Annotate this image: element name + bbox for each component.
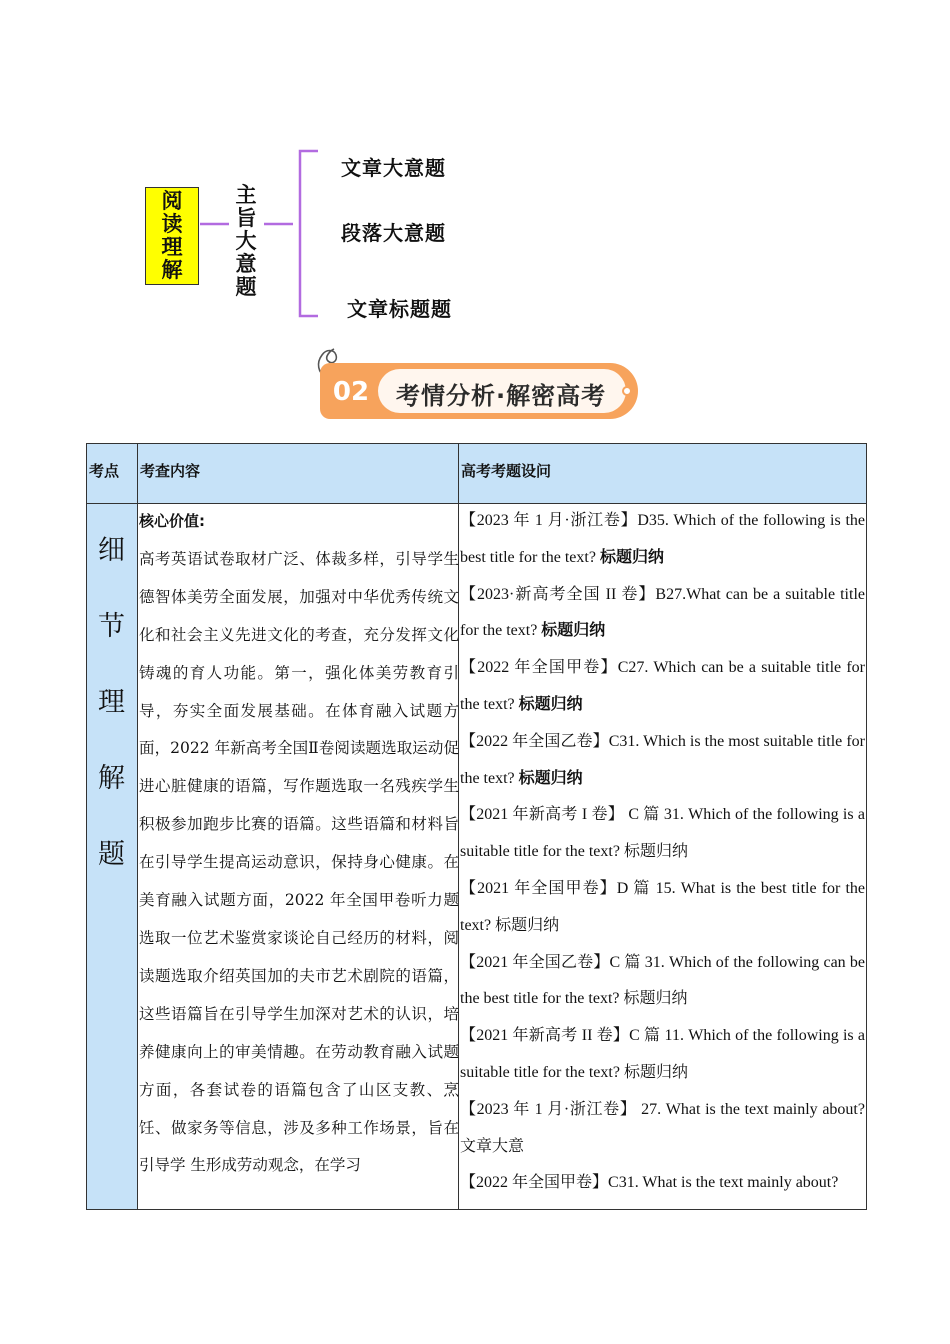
mindmap-root-box bbox=[145, 187, 199, 285]
table-col-divider-1 bbox=[137, 443, 138, 1210]
question-tag: 标题归纳 bbox=[518, 769, 583, 787]
question-tag: 标题归纳 bbox=[518, 695, 583, 713]
header-content: 考查内容 bbox=[140, 462, 201, 480]
mindmap-leaf-2: 段落大意题 bbox=[341, 221, 446, 245]
question-item bbox=[460, 577, 865, 651]
question-item bbox=[460, 724, 865, 798]
question-text: C 篇 11. Which of the following is a suitable title for the text? bbox=[460, 1027, 865, 1081]
question-tag: 标题归纳 bbox=[541, 622, 606, 640]
section-banner bbox=[312, 343, 642, 423]
content-text: 高考英语试卷取材广泛、体裁多样，引导学生德智体美劳全面发展，加强对中华优秀传统文化和社会主义先进文化的考查，充分发挥文化铸魂的育人功能。第一，强化体美劳教育引导，夯实全面发展基础。在体育融入试题方面，2022 年新高考全国Ⅱ卷阅读题选取运动促进心脏健康的语篇，写作题选取一名残疾学生积极参加跑步比赛的语篇。这些语篇和材料旨在引导学生提高运动意识，保持身心健康。在美育融入试题方面，2022 年全国甲卷听力题选取一位艺术鉴赏家谈论自己经历的材料，阅读题选取介绍英国加的夫市艺术剧院的语篇，这些语篇旨在引导学生加深对艺术的认识，培养健康向上的审美情趣。在劳动教育融入试题方面，各套试卷的语篇包含了山区支教、烹饪、做家务等信息，涉及多种工作场景，旨在引导学 生形成劳动观念，在学习 bbox=[139, 549, 459, 1175]
question-source: 【2022 年全国甲卷】 bbox=[460, 659, 618, 677]
question-item bbox=[460, 797, 865, 871]
mindmap-connectors bbox=[0, 0, 950, 340]
banner-title: 考情分析·解密高考 bbox=[396, 382, 607, 410]
question-item bbox=[460, 650, 865, 724]
question-source: 【2021 年新高考 II 卷】 bbox=[460, 1027, 630, 1045]
question-source: 【2021 年全国甲卷】 bbox=[460, 879, 617, 897]
kaodian-char: 题 bbox=[98, 839, 125, 870]
content-label: 核心价值: bbox=[139, 512, 205, 530]
banner-dot-icon bbox=[622, 386, 632, 396]
header-kaodian: 考点 bbox=[89, 462, 120, 480]
banner-number: 02 bbox=[332, 377, 370, 407]
question-item bbox=[460, 1018, 865, 1092]
question-tag: 标题归纳 bbox=[623, 843, 688, 861]
question-source: 【2023·新高考全国 II 卷】 bbox=[460, 585, 656, 603]
question-source: 【2022 年全国甲卷】 bbox=[460, 1174, 609, 1192]
kaodian-char: 节 bbox=[98, 611, 125, 642]
question-item bbox=[460, 503, 865, 577]
question-text: C 篇 31. Which of the following is a suitable title for the text? bbox=[460, 806, 865, 861]
content-cell bbox=[139, 503, 459, 1210]
mindmap-root-label: 阅读理解 bbox=[161, 189, 183, 282]
mindmap bbox=[0, 0, 950, 340]
question-item bbox=[460, 1165, 865, 1202]
question-item bbox=[460, 1092, 865, 1166]
question-source: 【2021 年新高考 I 卷】 bbox=[460, 806, 625, 824]
question-item bbox=[460, 945, 865, 1019]
mindmap-leaf-3: 文章标题题 bbox=[347, 297, 452, 321]
question-text: D35. Which of the following is the best title for the text? bbox=[460, 512, 865, 566]
question-tag: 标题归纳 bbox=[623, 990, 688, 1008]
header-questions: 高考考题设问 bbox=[461, 462, 552, 480]
question-source: 【2021 年全国乙卷】 bbox=[460, 953, 610, 971]
mindmap-leaf-1: 文章大意题 bbox=[341, 156, 446, 180]
kaodian-cell bbox=[86, 513, 137, 893]
analysis-table bbox=[86, 443, 867, 1210]
question-text: D 篇 15. What is the best title for the text? bbox=[460, 879, 865, 934]
mindmap-branch-label: 主旨大意题 bbox=[235, 183, 257, 299]
question-item bbox=[460, 871, 865, 945]
question-tag: 文章大意 bbox=[460, 1137, 525, 1155]
kaodian-char: 细 bbox=[98, 535, 125, 566]
questions-cell bbox=[460, 503, 865, 1210]
question-text: C31. Which is the most suitable title for the text? bbox=[460, 732, 865, 787]
question-text: 27. What is the text mainly about? bbox=[636, 1100, 865, 1118]
kaodian-char: 理 bbox=[98, 687, 125, 718]
table-border-right bbox=[866, 443, 867, 1210]
question-source: 【2022 年全国乙卷】 bbox=[460, 732, 609, 750]
question-tag: 标题归纳 bbox=[495, 916, 560, 934]
kaodian-char: 解 bbox=[98, 763, 125, 794]
question-text: B27.What can be a suitable title for the text? bbox=[460, 585, 865, 640]
question-tag: 标题归纳 bbox=[599, 548, 664, 566]
question-text: C 篇 31. Which of the following can be the best title for the text? bbox=[460, 953, 865, 1008]
question-tag: 标题归纳 bbox=[623, 1063, 688, 1081]
question-source: 【2023 年 1 月·浙江卷】 bbox=[460, 512, 638, 529]
leaf-bracket bbox=[300, 151, 318, 316]
table-border-top bbox=[86, 443, 867, 444]
question-text: C27. Which can be a suitable title for the text? bbox=[460, 659, 865, 713]
question-text: C31. What is the text mainly about? bbox=[608, 1174, 839, 1192]
question-source: 【2023 年 1 月·浙江卷】 bbox=[460, 1100, 637, 1118]
